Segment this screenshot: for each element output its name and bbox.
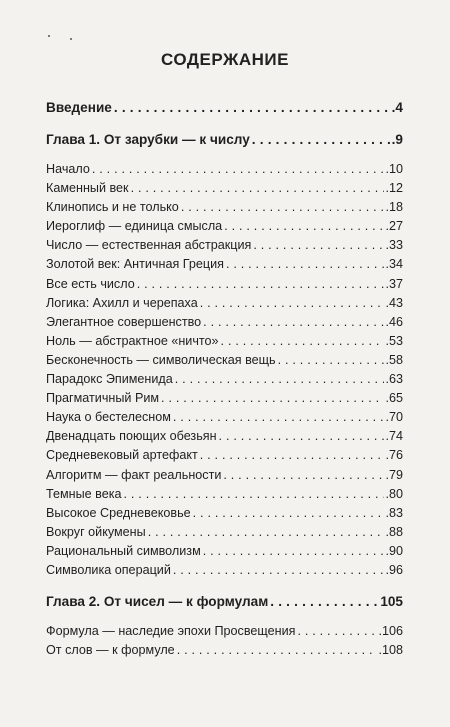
dot-leader [200,294,385,313]
dot-leader [193,504,385,523]
toc-entry [46,485,403,504]
toc-entry-page: .106 [378,624,403,639]
toc-entry-label: Высокое Средневековье [46,505,191,520]
chapter-1-sections [46,160,403,580]
print-speck [48,35,50,37]
dot-leader [226,255,385,274]
toc-entry-page: .74 [385,429,403,444]
toc-entry [46,622,403,641]
toc-entry [46,275,403,294]
dot-leader [181,198,385,217]
dot-leader [124,485,385,504]
toc-entry [46,236,403,255]
dot-leader [224,217,384,236]
toc-entry [46,427,403,446]
dot-leader [252,130,391,150]
toc-entry-page: .27 [385,219,403,234]
toc-entry-page: .46 [385,314,403,329]
toc-entry-label: Символика операций [46,562,171,577]
dot-leader [148,523,385,542]
toc-entry-page: 105 [380,594,403,610]
toc-entry-page: .80 [385,486,403,501]
dot-leader [131,179,385,198]
toc-entry [46,294,403,313]
toc-entry [46,179,403,198]
toc-entry-label: Глава 2. От чисел — к формулам [46,594,269,610]
toc-entry-label: Формула — наследие эпохи Просвещения [46,624,296,639]
toc-entry-label: Темные века [46,486,122,501]
toc-entry-label: Алгоритм — факт реальности [46,467,222,482]
dot-leader [175,370,385,389]
toc-entry-label: Элегантное совершенство [46,314,202,329]
toc-entry-page: .18 [385,200,403,215]
toc-entry [46,332,403,351]
dot-leader [278,351,385,370]
toc-entry-page: .12 [385,181,403,196]
toc-entry-label: Глава 1. От зарубки — к числу [46,132,250,147]
toc-entry [46,389,403,408]
dot-leader [114,98,391,118]
toc-entry-label: От слов — к формуле [46,643,175,658]
toc-entry-page: .53 [385,333,403,348]
toc-entry-page: .9 [391,132,403,147]
dot-leader [203,313,384,332]
toc-entry-label: Клинопись и не только [46,200,179,215]
page-title: СОДЕРЖАНИЕ [161,50,289,69]
dot-leader [137,275,385,294]
toc-entry-page: .10 [385,162,403,176]
toc-entry-label: Наука о бестелесном [46,410,171,425]
toc-entry-label: Бесконечность — символическая вещь [46,352,276,367]
toc-entry-label: Рациональный символизм [46,543,201,558]
toc-entry [46,504,403,523]
toc-chapter-2 [46,592,403,612]
dot-leader [173,561,385,580]
toc-entry-label: Двенадцать поющих обезьян [46,429,217,444]
toc-entry-label: Введение [46,100,112,115]
toc-entry-page: .58 [385,352,403,367]
toc-entry [46,313,403,332]
toc-entry-label: Иероглиф — единица смысла [46,219,223,234]
toc-entry-label: Логика: Ахилл и черепаха [46,295,198,310]
toc-entry-page: .76 [385,448,403,463]
chapter-2-sections [46,622,403,660]
toc-entry-page: .34 [385,257,403,272]
toc-entry-page: .70 [385,410,403,425]
toc-entry-label: Все есть число [46,276,135,291]
toc-entry-label: Каменный век [46,181,129,196]
toc-entry-page: .108 [378,643,403,658]
toc-entry-page: .65 [385,391,403,406]
dot-leader [203,542,385,561]
toc-entry [46,446,403,465]
toc-entry-page: .88 [385,524,403,539]
toc-entry [46,370,403,389]
toc-entry [46,351,403,370]
toc-entry-label: Вокруг ойкумены [46,524,146,539]
toc-entry-label: Прагматичный Рим [46,391,160,406]
toc-entry-page: .90 [385,543,403,558]
toc-entry [46,542,403,561]
toc-entry [46,641,403,660]
toc-entry-label: Средневековый артефакт [46,448,198,463]
dot-leader [173,408,385,427]
toc-entry [46,217,403,236]
toc-entry-page: .79 [385,467,403,482]
toc-entry-label: Парадокс Эпименида [46,372,173,387]
dot-leader [223,466,384,485]
dot-leader [92,160,385,179]
toc-entry-label: Ноль — абстрактное «ничто» [46,333,219,348]
dot-leader [219,427,385,446]
toc-entry [46,408,403,427]
toc-entry-page: .43 [385,295,403,310]
toc-entry-page: .63 [385,372,403,387]
dot-leader [270,592,379,612]
toc-entry [46,255,403,274]
dot-leader [221,332,385,351]
toc-entry-page: .33 [385,238,403,253]
toc-entry-label: Начало [46,162,90,176]
dot-leader [200,446,385,465]
toc-entry-label: Золотой век: Античная Греция [46,257,224,272]
toc-entry-page: .96 [385,562,403,577]
toc-entry-page: .4 [391,100,403,115]
toc-entry [46,198,403,217]
toc-entry [46,561,403,580]
toc-entry-page: .83 [385,505,403,520]
toc-entry [46,466,403,485]
dot-leader [297,622,377,641]
dot-leader [253,236,384,255]
print-speck [70,38,72,40]
table-of-contents [46,98,403,660]
toc-entry-label: Число — естественная абстракция [46,238,252,253]
dot-leader [161,389,384,408]
toc-chapter-1 [46,130,403,150]
dot-leader [177,641,378,660]
toc-entry-page: .37 [385,276,403,291]
toc-entry [46,523,403,542]
toc-entry [46,160,403,179]
toc-entry-intro [46,98,403,118]
